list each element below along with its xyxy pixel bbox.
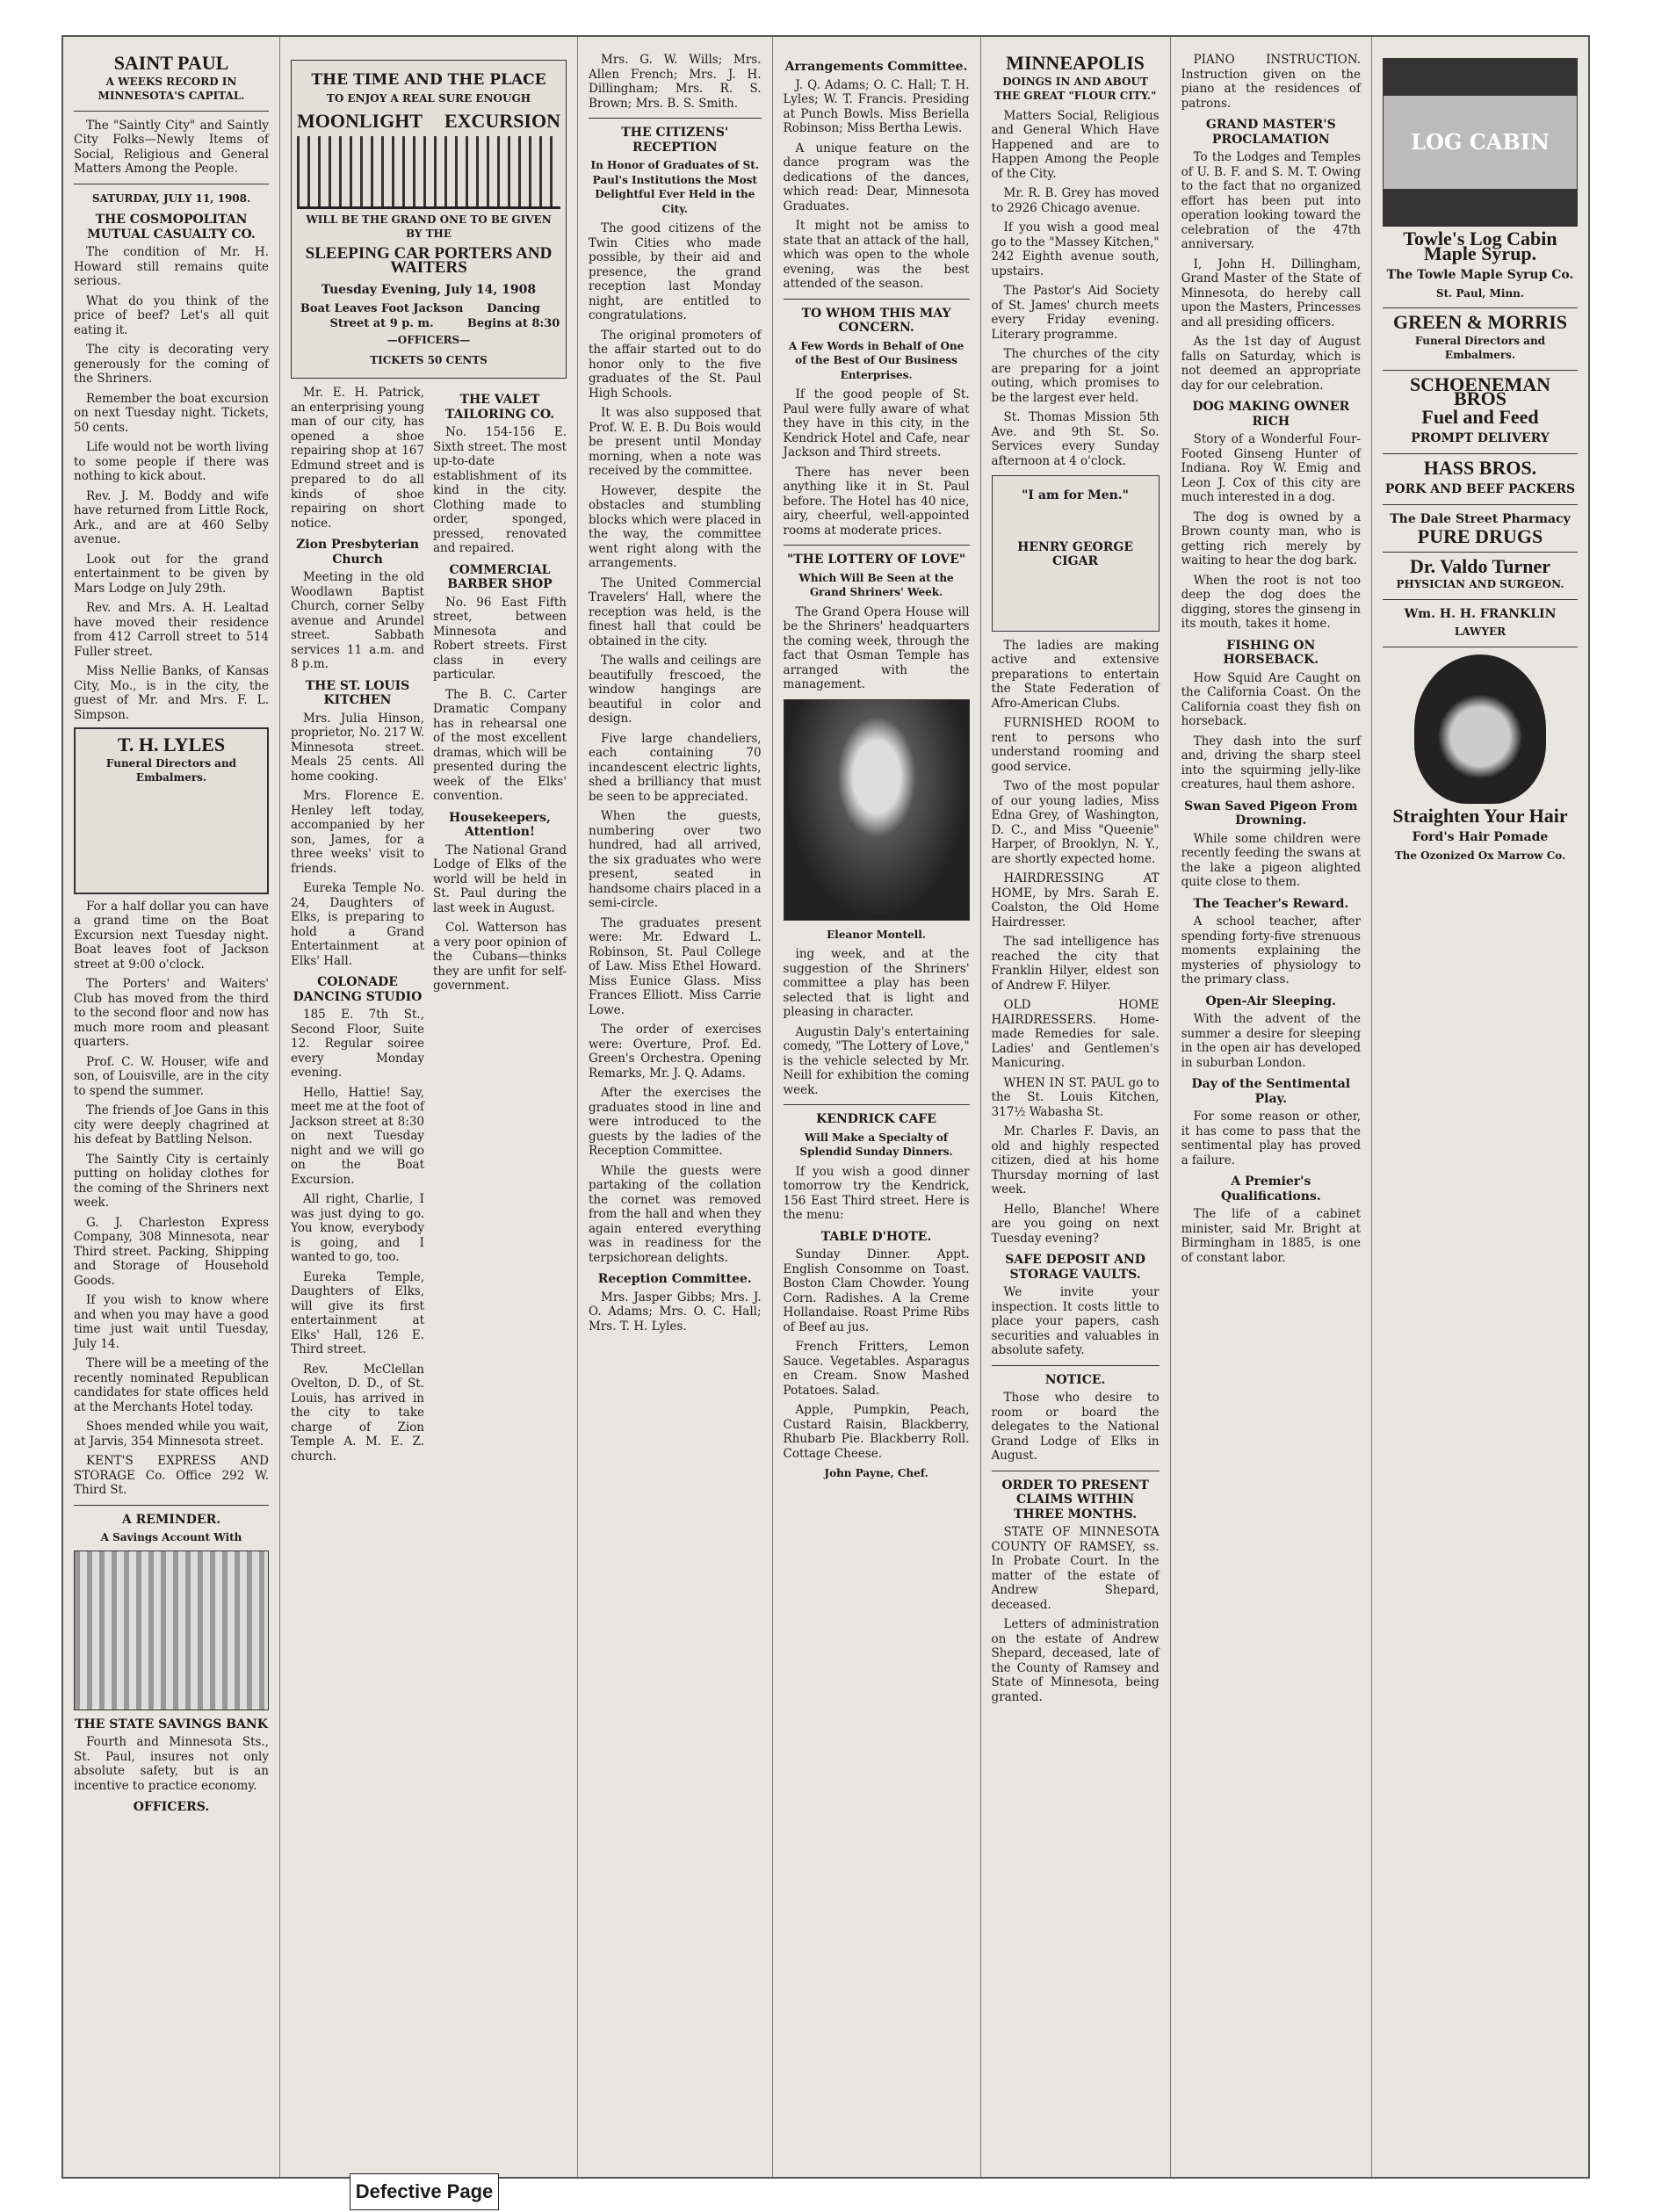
article-heading: COLONADE DANCING STUDIO <box>293 975 423 1004</box>
article-heading: GRAND MASTER'S PROCLAMATION <box>1205 118 1336 147</box>
ad-reminder-title: A REMINDER. <box>121 1512 221 1527</box>
article-heading: NOTICE. <box>1044 1372 1106 1387</box>
newspaper-page <box>61 35 1590 2179</box>
column-lottery-of-love: Arrangements Committee. J. Q. Adams; O. C. Hall; T. H. Lyles; W. T. Francis. Presiding at Punch Bowls. Miss Beriella Robinson; Miss Bertha Lewis. A unique feature on the dance program was the dedications of the dances, which read: Dear, Minnesota Graduates. It might not be amiss to state that an attack of the hall, which was open to the whole evening, was the best attended of the season. TO WHOM THIS MAY CONCERN. A Few Words in Behalf of One of the Best of Our Business Enterprises. If the good people of St. Paul were fully aware of what they have in this city, in the Kendrick Hotel and Cafe, near Jackson and Third streets. There has never been anything like it in St. Paul before. The Hotel has 40 nice, airy, cheerful, well-appointed rooms at moderate prices. "THE LOTTERY OF LOVE" Which Will Be Seen at the Grand Shriners' Week. The Grand Opera House will be the Shriners' headquarters the coming week, through the fact that Osman Temple has arranged with the management. Eleanor Montell. ing week, and at the suggestion of the Shriners' committee a play has been selected that is light and pleasing in character. Augustin Daly's entertaining comedy, "The Lottery of Love," is the vehicle selected by Mr. Neill for exhibition the coming week. KENDRICK CAFE Will Make a Specialty of Splendid Sunday Dinners. If you wish a good dinner tomorrow try the Kendrick, 156 East Third street. Here is the menu: TABLE D'HOTE. Sunday Dinner. Appt. English Consomme on Toast. Boston Clam Chowder. Young Corn. Radishes. A la Creme Hollandaise. Roast Prime Ribs of Beef au jus. French Fritters, Lemon Sauce. Vegetables. Asparagus en Cream. Snow Mashed Potatoes. Salad. Apple, Pumpkin, Peach, Custard Raisin, Blackberry, Rhubarb Pie. Blackberry Roll. Cottage Cheese. John Payne, Chef. <box>773 37 981 2177</box>
article-heading: KENDRICK CAFE <box>816 1112 936 1126</box>
excursion-ad: THE TIME AND THE PLACE TO ENJOY A REAL SURE ENOUGH MOONLIGHT EXCURSION WILL BE THE GRAND ONE TO BE GIVEN BY THE SLEEPING CAR PORTERS AND WAITERS Tuesday Evening, July 14, 1908 Boat Leaves Foot Jackson Street at 9 p. m. Dancing Begins at 8:30 —OFFICERS— TICKETS 50 CENTS <box>291 60 567 379</box>
bank-building-illustration <box>74 1551 269 1710</box>
ad-cigar: "I am for Men." HENRY GEORGE CIGAR <box>992 475 1160 632</box>
ad-funeral-directors: T. H. LYLES Funeral Directors and Embalmers. <box>74 727 269 894</box>
article-heading: Arrangements Committee. <box>784 60 968 74</box>
woman-portrait-illustration <box>1414 654 1546 804</box>
article-heading: Reception Committee. <box>597 1272 752 1286</box>
article-heading: Swan Saved Pigeon From Drowning. <box>1184 799 1358 828</box>
column-citizens-reception: Mrs. G. W. Wills; Mrs. Allen French; Mrs. J. H. Dillingham; Mrs. R. S. Brown; Mrs. B. S. Smith. THE CITIZENS' RECEPTION In Honor of Graduates of St. Paul's Institutions the Most Delightful Ever Held in the City. The good citizens of the Twin Cities who made possible, by their aid and presence, the grand reception last Monday night, are entitled to congratulations. The original promoters of the affair started out to do honor only to the five graduates of the St. Paul High Schools. It was also supposed that Prof. W. E. B. Du Bois would be present until Monday morning, when a note was received by the committee. However, despite the obstacles and stumbling blocks which were placed in the way, the committee went right along with the arrangements. The United Commercial Travelers' Hall, where the reception was held, is the finest hall that could be obtained in the city. The walls and ceilings are beautifully frescoed, the window hangings are beautiful in color and design. Five large chandeliers, each containing 70 incandescent electric lights, shed a brilliancy that must be seen to be appreciated. When the guests, numbering over two hundred, had all arrived, the six graduates who were present, seated in handsome chairs placed in a semi-circle. The graduates present were: Mr. Edward L. Robinson, St. Paul College of Law. Miss Ethel Howard. Miss Eunice Glass. Miss Frances Elliott. Miss Carrie Lowe. The order of exercises were: Overture, Prof. Ed. Green's Orchestra. Opening Remarks, Mr. J. Q. Adams. After the exercises the graduates stood in line and were introduced to the guests by the ladies of the Reception Committee. While the guests were partaking of the collation the cornet was removed from the hall and when they again entered everything was in readiness for the terpsichorean delights. Reception Committee. Mrs. Jasper Gibbs; Mrs. J. O. Adams; Mrs. O. C. Hall; Mrs. T. H. Lyles. <box>578 37 773 2177</box>
article-heading: DOG MAKING OWNER RICH <box>1192 400 1350 429</box>
article-heading: THE COSMOPOLITAN MUTUAL CASUALTY CO. <box>87 213 256 242</box>
article-heading: SAFE DEPOSIT AND STORAGE VAULTS. <box>1005 1253 1145 1282</box>
article-heading: Day of the Sentimental Play. <box>1191 1077 1351 1106</box>
bank-name: THE STATE SAVINGS BANK <box>75 1717 268 1731</box>
article-heading: COMMERCIAL BARBER SHOP <box>447 562 553 591</box>
portrait-photo <box>784 699 970 921</box>
article-heading: TO WHOM THIS MAY CONCERN. <box>801 306 951 335</box>
defective-page-label: Defective Page <box>350 2173 499 2210</box>
section-title: SAINT PAUL <box>113 52 229 74</box>
article-heading: A Premier's Qualifications. <box>1220 1175 1321 1204</box>
column-minneapolis: MINNEAPOLIS DOINGS IN AND ABOUT THE GREAT "FLOUR CITY." Matters Social, Religious and General Which Have Happened and are to Happen Among the People of the City. Mr. R. B. Grey has moved to 2926 Chicago avenue. If you wish a good meal go to the "Massey Kitchen," 242 Eighth avenue south, upstairs. The Pastor's Aid Society of St. James' church meets every Friday evening. Literary programme. The churches of the city are preparing for a joint outing, which promises to be the largest ever held. St. Thomas Mission 5th Ave. and 9th St. So. Services every Sunday afternoon at 4 o'clock. "I am for Men." HENRY GEORGE CIGAR The ladies are making active and extensive preparations to entertain the State Federation of Afro-American Clubs. FURNISHED ROOM to rent to persons who understand rooming and good service. Two of the most popular of our young ladies, Miss Edna Grey, of Washington, D. C., and Miss "Queenie" Harper, of Brooklyn, N. Y., are shortly expected home. HAIRDRESSING AT HOME, by Mrs. Sarah E. Coalston, the Old Home Hairdresser. The sad intelligence has reached the city that Franklin Hilyer, eldest son of Andrew F. Hilyer. OLD HOME HAIRDRESSERS. Home-made Remedies for sale. Ladies' and Gentlemen's Manicuring. WHEN IN ST. PAUL go to the St. Louis Kitchen, 317½ Wabasha St. Mr. Charles F. Davis, an old and highly respected citizen, died at his home Thursday morning of last week. Hello, Blanche! Where are you going on next Tuesday evening? SAFE DEPOSIT AND STORAGE VAULTS. We invite your inspection. It costs little to place your papers, cash securities and valuables in absolute safety. NOTICE. Those who desire to room or board the delegates to the National Grand Lodge of Elks in August. ORDER TO PRESENT CLAIMS WITHIN THREE MONTHS. STATE OF MINNESOTA COUNTY OF RAMSEY, ss. In Probate Court. In the matter of the estate of Andrew Shepard, deceased. Letters of administration on the estate of Andrew Shepard, deceased, late of the County of Ramsey and State of Minnesota, being granted. <box>981 37 1171 2177</box>
steamboat-illustration <box>297 136 560 209</box>
article-heading: Open-Air Sleeping. <box>1205 994 1337 1008</box>
column-grand-master: PIANO INSTRUCTION. Instruction given on the piano at the residences of patrons. GRAND MASTER'S PROCLAMATION To the Lodges and Temples of U. B. F. and S. M. T. Owing to the fact that no organized effort has been put into operation looking toward the celebration of the 47th anniversary. I, John H. Dillingham, Grand Master of the State of Minnesota, do hereby call upon the Masters, Princesses and all presiding officers. As the 1st day of August falls on Saturday, which is not deemed an appropriate day for our celebration. DOG MAKING OWNER RICH Story of a Wonderful Four-Footed Ginseng Hunter of Indiana. Roy W. Emig and Leon J. Cox of this city are much interested in a dog. The dog is owned by a Brown county man, who is getting rich merely by waiting to hear the dog bark. When the root is not too deep the dog does the digging, stores the ginseng in its mouth, takes it home. FISHING ON HORSEBACK. How Squid Are Caught on the California Coast. On the California coast they fish on horseback. They dash into the surf and, driving the sharp steel into the squirming jelly-like creatures, haul them ashore. Swan Saved Pigeon From Drowning. While some children were recently feeding the swans at the lake a pigeon alighted quite close to them. The Teacher's Reward. A school teacher, after spending forty-five strenuous moments explaining the mysteries of physiology to the primary class. Open-Air Sleeping. With the advent of the summer a desire for sleeping in the open air has developed in suburban London. Day of the Sentimental Play. For some reason or other, it has come to pass that the sentimental play has proved a failure. A Premier's Qualifications. The life of a cabinet minister, said Mr. Bright at Birmingham in 1885, is one of constant labor. <box>1171 37 1372 2177</box>
article-heading: "THE LOTTERY OF LOVE" <box>786 553 966 567</box>
section-tagline: The "Saintly City" and Saintly City Folks—Newly Items of Social, Religious and General Matters Among the People. <box>74 118 269 176</box>
article-heading: Housekeepers, Attention! <box>449 810 551 839</box>
article-heading: ORDER TO PRESENT CLAIMS WITHIN THREE MONTHS. <box>1001 1478 1149 1522</box>
column-saint-paul: SAINT PAUL A WEEKS RECORD IN MINNESOTA'S CAPITAL. The "Saintly City" and Saintly City Folks—Newly Items of Social, Religious and General Matters Among the People. SATURDAY, JULY 11, 1908. THE COSMOPOLITAN MUTUAL CASUALTY CO. The condition of Mr. H. Howard still remains quite serious. What do you think of the price of beef? Let's all quit eating it. The city is decorating very generously for the coming of the Shriners. Remember the boat excursion on next Tuesday night. Tickets, 50 cents. Life would not be worth living to some people if there was nothing to kick about. Rev. J. M. Boddy and wife have returned from Little Rock, Ark., and are at 460 Selby avenue. Look out for the grand entertainment to be given by Mars Lodge on July 29th. Rev. and Mrs. A. H. Lealtad have moved their residence from 412 Carroll street to 514 Fuller street. Miss Nellie Banks, of Kansas City, Mo., is in the city, the guest of Mr. and Mrs. F. L. Simpson. T. H. LYLES Funeral Directors and Embalmers. For a half dollar you can have a grand time on the Boat Excursion next Tuesday night. Boat leaves foot of Jackson street at 9:00 o'clock. The Porters' and Waiters' Club has moved from the third to the second floor and now has much more room and pleasant quarters. Prof. C. W. Houser, wife and son, of Louisville, are in the city to spend the summer. The friends of Joe Gans in this city were deeply chagrined at his defeat by Battling Nelson. The Saintly City is certainly putting on holiday clothes for the coming of the Shriners next week. G. J. Charleston Express Company, 308 Minnesota, near Third street. Packing, Shipping and Storage of Household Goods. If you wish to know where and when you may have a good time just wait until Tuesday, July 14. There will be a meeting of the recently nominated Republican candidates for state offices held at the Merchants Hotel today. Shoes mended while you wait, at Jarvis, 354 Minnesota street. KENT'S EXPRESS AND STORAGE Co. Office 292 W. Third St. A REMINDER. A Savings Account With THE STATE SAVINGS BANK Fourth and Minnesota Sts., St. Paul, insures not only absolute safety, but is an incentive to practice economy. OFFICERS. <box>63 37 280 2177</box>
section-subtitle: A WEEKS RECORD IN MINNESOTA'S CAPITAL. <box>98 75 245 102</box>
section-title: MINNEAPOLIS <box>1006 52 1145 74</box>
issue-date: SATURDAY, JULY 11, 1908. <box>91 192 251 205</box>
article-heading: THE ST. LOUIS KITCHEN <box>305 678 410 707</box>
article-heading: Zion Presbyterian Church <box>296 538 419 567</box>
column-advertisements: LOG CABIN Towle's Log Cabin Maple Syrup. The Towle Maple Syrup Co. St. Paul, Minn. GREEN & MORRIS Funeral Directors and Embalmers. SCHOENEMAN BROS Fuel and Feed PROMPT DELIVERY HASS BROS. PORK AND BEEF PACKERS The Dale Street Pharmacy PURE DRUGS Dr. Valdo Turner PHYSICIAN AND SURGEON. Wm. H. H. FRANKLIN LAWYER Straighten Your Hair Ford's Hair Pomade The Ozonized Ox Marrow Co. <box>1372 37 1588 2177</box>
article-heading: THE CITIZENS' RECEPTION <box>621 126 729 155</box>
article-heading: FISHING ON HORSEBACK. <box>1223 638 1319 667</box>
syrup-can-illustration: LOG CABIN <box>1383 58 1578 227</box>
column-excursion: THE TIME AND THE PLACE TO ENJOY A REAL SURE ENOUGH MOONLIGHT EXCURSION WILL BE THE GRAND ONE TO BE GIVEN BY THE SLEEPING CAR PORTERS AND WAITERS Tuesday Evening, July 14, 1908 Boat Leaves Foot Jackson Street at 9 p. m. Dancing Begins at 8:30 —OFFICERS— TICKETS 50 CENTS Mr. E. H. Patrick, an enterprising young man of our city, has opened a shoe repairing shop at 167 Edmund street and is prepared to do all kinds of shoe repairing on short notice. Zion Presbyterian Church Meeting in the old Woodlawn Baptist Church, corner Selby avenue and Arundel street. Sabbath services 11 a.m. and 8 p.m. THE ST. LOUIS KITCHEN Mrs. Julia Hinson, proprietor, No. 217 W. Minnesota street. Meals 25 cents. All home cooking. Mrs. Florence E. Henley left today, accompanied by her son, James, for a three weeks' visit to friends. Eureka Temple No. 24, Daughters of Elks, is preparing to hold a Grand Entertainment at Elks' Hall. COLONADE DANCING STUDIO 185 E. 7th St., Second Floor, Suite 12. Regular soiree every Monday evening. Hello, Hattie! Say, meet me at the foot of Jackson street at 8:30 on next Tuesday night and we will go on the Boat Excursion. All right, Charlie, I was just dying to go. You know, everybody is going, and I wanted to go, too. Eureka Temple, Daughters of Elks, will give its first entertainment at Elks' Hall, 126 E. Third street. Rev. McClellan Ovelton, D. D., of St. Louis, has arrived in the city to take charge of Zion Temple A. M. E. Z. church. THE VALET TAILORING CO. No. 154-156 E. Sixth street. The most up-to-date establishment of its kind in the city. Clothing made to order, sponged, pressed, renovated and repaired. COMMERCIAL BARBER SHOP No. 96 East Fifth street, between Minnesota and Robert streets. First class in every particular. The B. C. Carter Dramatic Company has in rehearsal one of the most excellent dramas, which will be presented during the week of the Elks' convention. Housekeepers, Attention! The National Grand Lodge of Elks of the world will be held in St. Paul during the last week in August. Col. Watterson has a very poor opinion of the Cubans—thinks they are unfit for self-government. <box>280 37 578 2177</box>
photo-caption: Eleanor Montell. <box>827 928 926 941</box>
article-heading: The Teacher's Reward. <box>1193 896 1349 911</box>
article-heading: THE VALET TAILORING CO. <box>444 393 555 422</box>
